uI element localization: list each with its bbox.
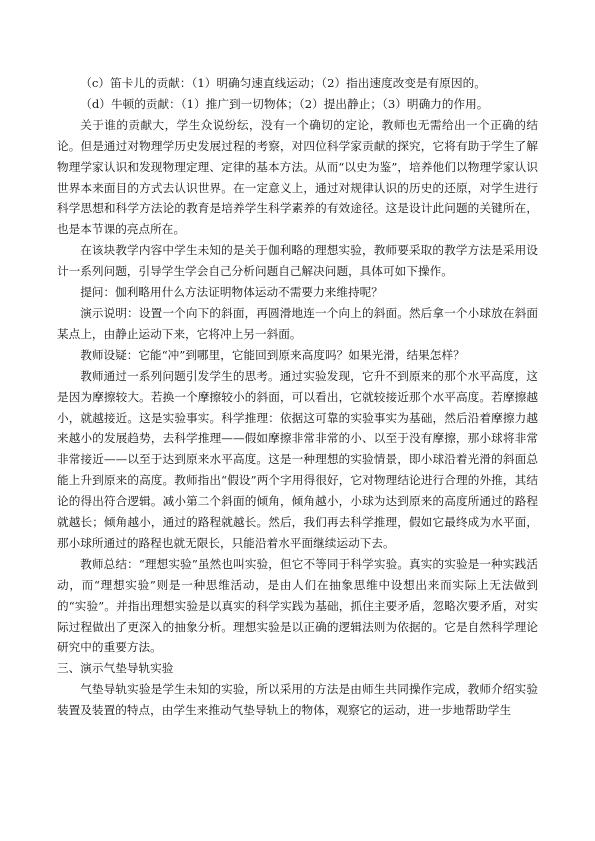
paragraph-teacher-summary: 教师总结：“理想实验”虽然也叫实验，但它不等同于科学实验。真实的实验是一种实践活动，而“理想实验”则是一种思维活动，是由人们在抽象思维中设想出来而实际上无法做到的“实验”。并指出理想实验是以真实的科学实践为基础，抓住主要矛盾，忽略次要矛盾，对实际过程做出了更深入的抽象分析。理想实验是以正确的逻辑法则为依据的。它是自然科学理论研究中的重要方法。 bbox=[57, 556, 538, 655]
paragraph-newton-contribution: （d）牛顿的贡献：（1）推广到一切物体；（2）提出静止；（3）明确力的作用。 bbox=[80, 96, 489, 111]
paragraph-contribution-discussion: 关于谁的贡献大，学生众说纷纭，没有一个确切的定论，教师也无需给出一个正确的结论。但是通过对物理学历史发展过程的考察，对四位科学家贡献的探究，它将有助于学生了解物理学家认识和发现物理定理、定律的基本方法。从而“以史为鉴”，培养他们以物理学家认识世界本来面目的方式去认识世界。在一定意义上，通过对规律认识的历史的还原，对学生进行科学思想和科学方法论的教育是培养学生科学素养的有效途径。这是设计此问题的关键所在，也是本节课的亮点所在。 bbox=[57, 117, 538, 237]
paragraph-question: 提问：伽利略用什么方法证明物体运动不需要力来维持呢？ bbox=[80, 285, 383, 300]
paragraph-demonstration: 演示说明：设置一个向下的斜面，再圆滑地连一个向上的斜面。然后拿一个小球放在斜面某点上，由静止运动下来，它将冲上另一斜面。 bbox=[57, 305, 538, 341]
paragraph-air-track: 气垫导轨实验是学生未知的实验，所以采用的方法是由师生共同操作完成，教师介绍实验装置及装置的特点，由学生来推动气垫导轨上的物体，观察它的运动，进一步地帮助学生 bbox=[57, 682, 538, 718]
document-page bbox=[57, 73, 538, 721]
paragraph-galileo-teaching-method: 在该块教学内容中学生未知的是关于伽利略的理想实验，教师要采取的教学方法是采用设计一系列问题，引导学生学会自己分析问题自己解决问题，具体可如下操作。 bbox=[57, 243, 538, 279]
paragraph-teacher-question: 教师设疑：它能“冲”到哪里，它能回到原来高度吗？如果光滑，结果怎样？ bbox=[80, 347, 465, 362]
section-heading-air-track: 三、演示气垫导轨实验 bbox=[57, 661, 174, 676]
paragraph-descartes-contribution: （c）笛卡儿的贡献：（1）明确匀速直线运动；（2）指出速度改变是有原因的。 bbox=[80, 76, 486, 90]
paragraph-reasoning: 教师通过一系列问题引发学生的思考。通过实验发现，它升不到原来的那个水平高度，这是因为摩擦较大。若换一个摩擦较小的斜面，可以看出，它就较接近那个水平高度。若摩擦越小，就越接近。这是实验事实。科学推理：依据这可靠的实验事实为基础，然后沿着摩擦力越来越小的发展趋势，去科学推理——假如摩擦非常非常的小、以至于没有摩擦，那小球将非常非常接近——以至于达到原来水平高度。这是一种理想的实验情景，即小球沿着光滑的斜面总能上升到原来的高度。教师指出“假设”两个字用得很好，它对物理结论进行合理的外推，其结论的得出符合逻辑。减小第二个斜面的倾角，倾角越小，小球为达到原来的高度所通过的路程就越长；倾角越小，通过的路程就越长。然后，我们再去科学推理，假如它最终成为水平面，那小球所通过的路程也就无限长，只能沿着水平面继续运动下去。 bbox=[57, 368, 538, 550]
